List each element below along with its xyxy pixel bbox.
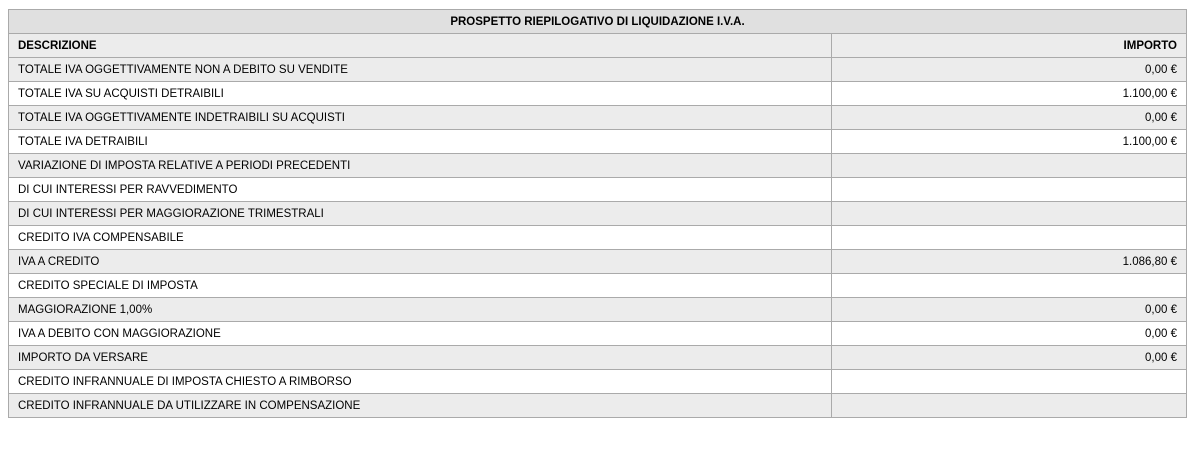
cell-descrizione: CREDITO INFRANNUALE DA UTILIZZARE IN COMPENSAZIONE [9,394,832,418]
table-row [9,106,1187,130]
cell-descrizione: CREDITO SPECIALE DI IMPOSTA [9,274,832,298]
table-header-row [9,34,1187,58]
table-row [9,274,1187,298]
cell-importo [832,226,1187,250]
table-row [9,226,1187,250]
cell-importo: 1.086,80 € [832,250,1187,274]
cell-importo [832,202,1187,226]
cell-importo [832,274,1187,298]
cell-importo [832,394,1187,418]
table-row [9,178,1187,202]
table-row [9,154,1187,178]
table-title: PROSPETTO RIEPILOGATIVO DI LIQUIDAZIONE I.V.A. [9,10,1187,34]
table-row [9,202,1187,226]
column-header-descrizione: DESCRIZIONE [9,34,832,58]
column-header-importo: IMPORTO [832,34,1187,58]
cell-descrizione: IVA A CREDITO [9,250,832,274]
table-row [9,82,1187,106]
cell-descrizione: TOTALE IVA DETRAIBILI [9,130,832,154]
cell-importo: 0,00 € [832,58,1187,82]
cell-descrizione: VARIAZIONE DI IMPOSTA RELATIVE A PERIODI PRECEDENTI [9,154,832,178]
cell-descrizione: IMPORTO DA VERSARE [9,346,832,370]
cell-descrizione: TOTALE IVA SU ACQUISTI DETRAIBILI [9,82,832,106]
cell-importo: 0,00 € [832,106,1187,130]
cell-descrizione: CREDITO INFRANNUALE DI IMPOSTA CHIESTO A RIMBORSO [9,370,832,394]
cell-descrizione: DI CUI INTERESSI PER MAGGIORAZIONE TRIMESTRALI [9,202,832,226]
table-row [9,346,1187,370]
cell-importo [832,370,1187,394]
iva-summary-table [8,9,1187,418]
table-body [9,58,1187,418]
cell-descrizione: MAGGIORAZIONE 1,00% [9,298,832,322]
cell-importo: 1.100,00 € [832,130,1187,154]
cell-descrizione: CREDITO IVA COMPENSABILE [9,226,832,250]
cell-importo: 1.100,00 € [832,82,1187,106]
cell-importo: 0,00 € [832,298,1187,322]
cell-descrizione: IVA A DEBITO CON MAGGIORAZIONE [9,322,832,346]
table-row [9,394,1187,418]
table-row [9,370,1187,394]
cell-importo [832,154,1187,178]
table-title-row [9,10,1187,34]
table-row [9,250,1187,274]
cell-importo: 0,00 € [832,346,1187,370]
cell-descrizione: TOTALE IVA OGGETTIVAMENTE NON A DEBITO SU VENDITE [9,58,832,82]
cell-descrizione: DI CUI INTERESSI PER RAVVEDIMENTO [9,178,832,202]
table-row [9,322,1187,346]
cell-importo [832,178,1187,202]
cell-descrizione: TOTALE IVA OGGETTIVAMENTE INDETRAIBILI SU ACQUISTI [9,106,832,130]
cell-importo: 0,00 € [832,322,1187,346]
table-row [9,298,1187,322]
table-row [9,130,1187,154]
table-row [9,58,1187,82]
